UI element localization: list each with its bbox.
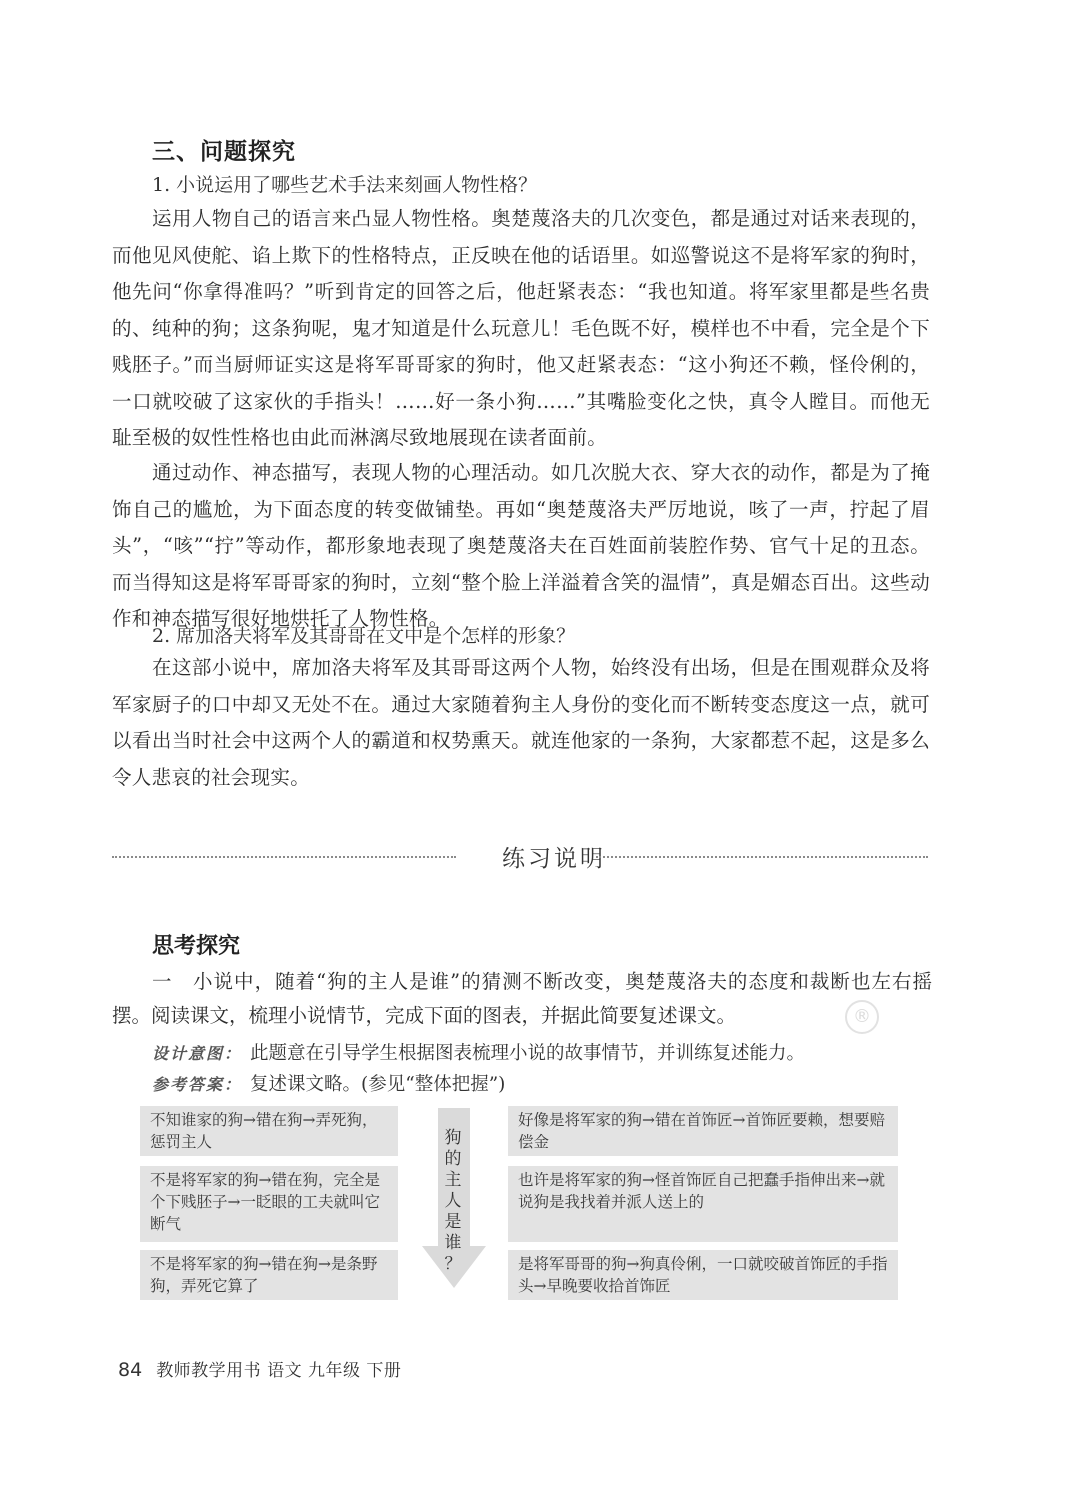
arrow-char: 谁 xyxy=(444,1233,462,1253)
design-intent-text: 此题意在引导学生根据图表梳理小说的故事情节，并训练复述能力。 xyxy=(250,1043,806,1064)
section-divider xyxy=(112,838,928,878)
question-1: 1. 小说运用了哪些艺术手法来刻画人物性格？ xyxy=(152,174,538,196)
answer-2-paragraph: 在这部小说中，席加洛夫将军及其哥哥这两个人物，始终没有出场，但是在围观群众及将军家厨子的口中却又无处不在。通过大家随着狗主人身份的变化而不断转变态度这一点，就可以看出当时社会中这两个人的霸道和权势熏天。就连他家的一条狗，大家都惹不起，这是多么令人悲哀的社会现实。 xyxy=(112,656,930,789)
reference-answer-tag: 参考答案： xyxy=(152,1075,243,1094)
page-footer xyxy=(118,1356,401,1381)
think-heading: 思考探究 xyxy=(152,933,241,959)
reference-answer xyxy=(152,1071,932,1099)
arrow-label xyxy=(442,1128,464,1275)
divider-line-left xyxy=(112,856,456,858)
center-arrow xyxy=(420,1106,500,1302)
answer-1-paragraph-2: 通过动作、神态描写，表现人物的心理活动。如几次脱大衣、穿大衣的动作，都是为了掩饰自己的尴尬，为下面态度的转变做铺垫。再如“奥楚蔑洛夫严厉地说，咳了一声，拧起了眉头”，“咳”“拧”等动作，都形象地表现了奥楚蔑洛夫在百姓面前装腔作势、官气十足的丑态。而当得知这是将军哥哥家的狗时，立刻“整个脸上洋溢着含笑的温情”，真是媚态百出。这些动作和神态描写很好地烘托了人物性格。 xyxy=(112,461,930,630)
plot-diagram xyxy=(140,1106,900,1302)
registered-mark-watermark: ® xyxy=(845,1000,879,1034)
right-box-2: 也许是将军家的狗→怪首饰匠自己把蠢手指伸出来→就说狗是我找着并派人送上的 xyxy=(508,1166,898,1242)
reference-answer-text: 复述课文略。(参见“整体把握”) xyxy=(250,1074,506,1095)
design-intent xyxy=(152,1040,932,1068)
arrow-char: 狗 xyxy=(444,1128,462,1148)
arrow-char: ？ xyxy=(444,1254,462,1274)
arrow-char: 主 xyxy=(444,1170,462,1190)
arrow-char: 是 xyxy=(444,1212,462,1232)
section-heading: 三、问题探究 xyxy=(152,138,296,165)
book-title: 教师教学用书 语文 九年级 下册 xyxy=(156,1361,402,1381)
arrow-char: 的 xyxy=(444,1149,462,1169)
arrow-char: 人 xyxy=(444,1191,462,1211)
page-number: 84 xyxy=(118,1359,143,1381)
left-box-3: 不是将军家的狗→错在狗→是条野狗，弄死它算了 xyxy=(140,1250,398,1300)
exercise-1-text: 一 小说中，随着“狗的主人是谁”的猜测不断改变，奥楚蔑洛夫的态度和裁断也左右摇摆。阅读课文，梳理小说情节，完成下面的图表，并据此简要复述课文。 xyxy=(112,970,932,1027)
right-box-3: 是将军哥哥的狗→狗真伶俐，一口就咬破首饰匠的手指头→早晚要收拾首饰匠 xyxy=(508,1250,898,1300)
right-box-1: 好像是将军家的狗→错在首饰匠→首饰匠要赖，想要赔偿金 xyxy=(508,1106,898,1156)
divider-line-right xyxy=(596,856,928,858)
question-2: 2. 席加洛夫将军及其哥哥在文中是个怎样的形象？ xyxy=(152,625,576,647)
left-box-2: 不是将军家的狗→错在狗，完全是个下贱胚子→一眨眼的工夫就叫它断气 xyxy=(140,1166,398,1242)
answer-1-paragraph-1: 运用人物自己的语言来凸显人物性格。奥楚蔑洛夫的几次变色，都是通过对话来表现的，而他见风使舵、谄上欺下的性格特点，正反映在他的话语里。如巡警说这不是将军家的狗时，他先问“你拿得准吗？”听到肯定的回答之后，他赶紧表态：“我也知道。将军家里都是些名贵的、纯种的狗；这条狗呢，鬼才知道是什么玩意儿！毛色既不好，模样也不中看，完全是个下贱胚子。”而当厨师证实这是将军哥哥家的狗时，他又赶紧表态：“这小狗还不赖，怪伶俐的，一口就咬破了这家伙的手指头！……好一条小狗……”其嘴脸变化之快，真令人瞠目。而他无耻至极的奴性性格也由此而淋漓尽致地展现在读者面前。 xyxy=(112,207,930,449)
divider-title: 练习说明 xyxy=(502,846,606,872)
design-intent-tag: 设计意图： xyxy=(152,1044,243,1063)
left-box-1: 不知谁家的狗→错在狗→弄死狗，惩罚主人 xyxy=(140,1106,398,1156)
